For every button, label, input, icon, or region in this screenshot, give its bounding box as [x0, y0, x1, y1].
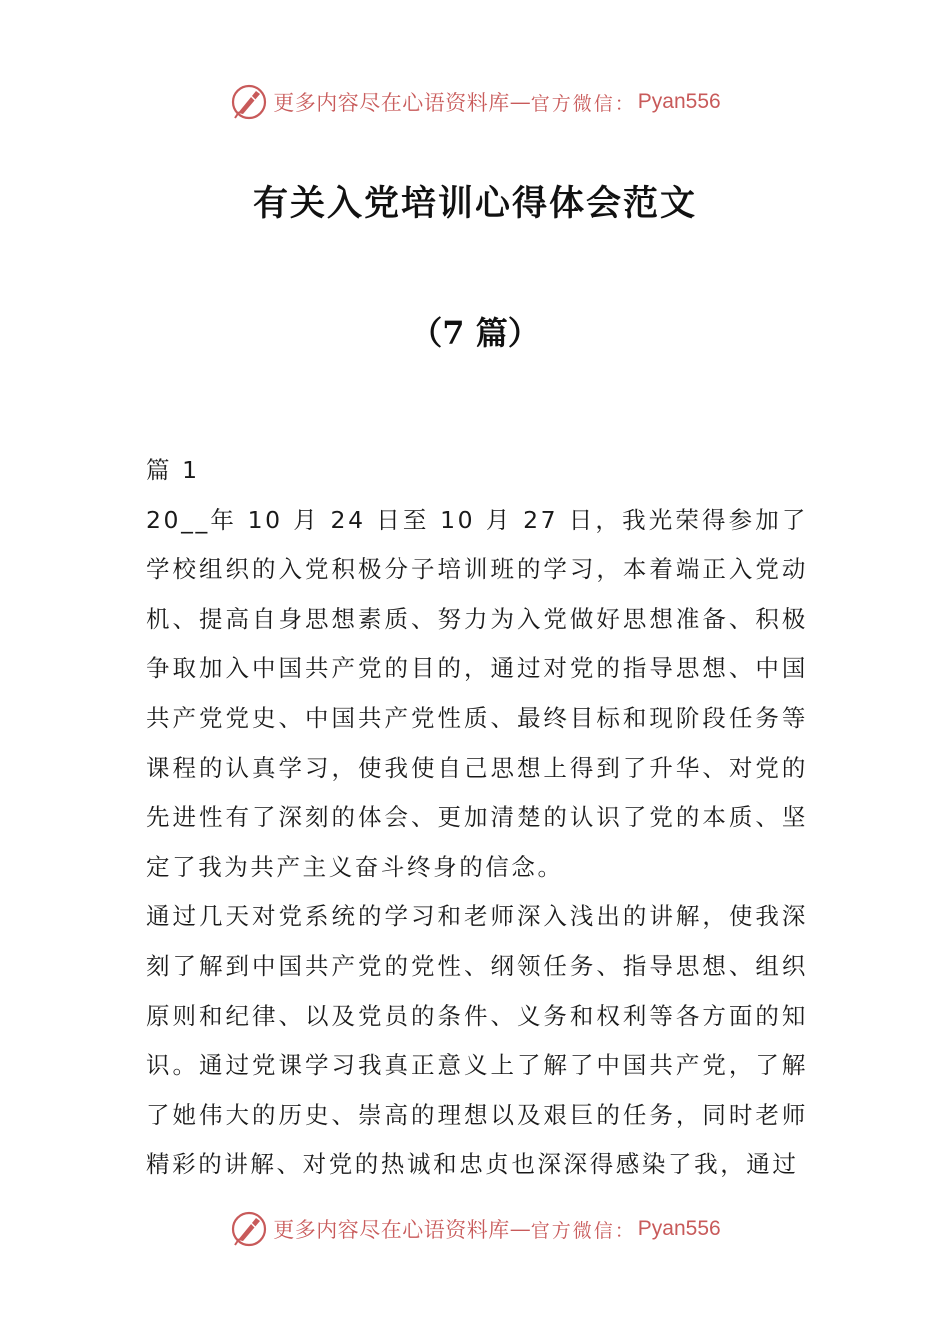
document-subtitle: （7 篇） — [410, 314, 540, 352]
header-watermark — [0, 80, 950, 124]
watermark-separator: — — [509, 90, 531, 114]
watermark-wechat-id: Pyan556 — [637, 1217, 721, 1240]
watermark-wechat-id: Pyan556 — [637, 90, 721, 113]
watermark-main-text: 更多内容尽在心语资料库 — [273, 91, 510, 115]
quill-logo-icon — [229, 82, 269, 122]
watermark-label: 官方微信： — [530, 1219, 636, 1242]
section-heading: 篇 1 — [146, 456, 200, 484]
quill-logo-icon — [229, 1209, 269, 1249]
watermark-main-text: 更多内容尽在心语资料库 — [273, 1218, 510, 1242]
document-body — [146, 446, 808, 1190]
document-title: 有关入党培训心得体会范文 — [252, 183, 697, 224]
watermark-label: 官方微信： — [530, 92, 636, 115]
watermark-separator: — — [509, 1217, 531, 1241]
paragraph: 20__年 10 月 24 日至 10 月 27 日，我光荣得参加了学校组织的入党积极分子培训班的学习，本着端正入党动机、提高自身思想素质、努力为入党做好思想准备、积极争取加入中国共产党的目的，通过对党的指导思想、中国共产党党史、中国共产党性质、最终目标和现阶段任务等课程的认真学习，使我使自己思想上得到了升华、对党的先进性有了深刻的体会、更加清楚的认识了党的本质、坚定了我为共产主义奋斗终身的信念。 — [146, 505, 808, 881]
paragraph: 通过几天对党系统的学习和老师深入浅出的讲解，使我深刻了解到中国共产党的党性、纲领任务、指导思想、组织原则和纪律、以及党员的条件、义务和权利等各方面的知识。通过党课学习我真正意义上了解了中国共产党，了解了她伟大的历史、崇高的理想以及艰巨的任务，同时老师精彩的讲解、对党的热诚和忠贞也深深得感染了我，通过 — [146, 902, 808, 1179]
footer-watermark — [0, 1207, 950, 1251]
